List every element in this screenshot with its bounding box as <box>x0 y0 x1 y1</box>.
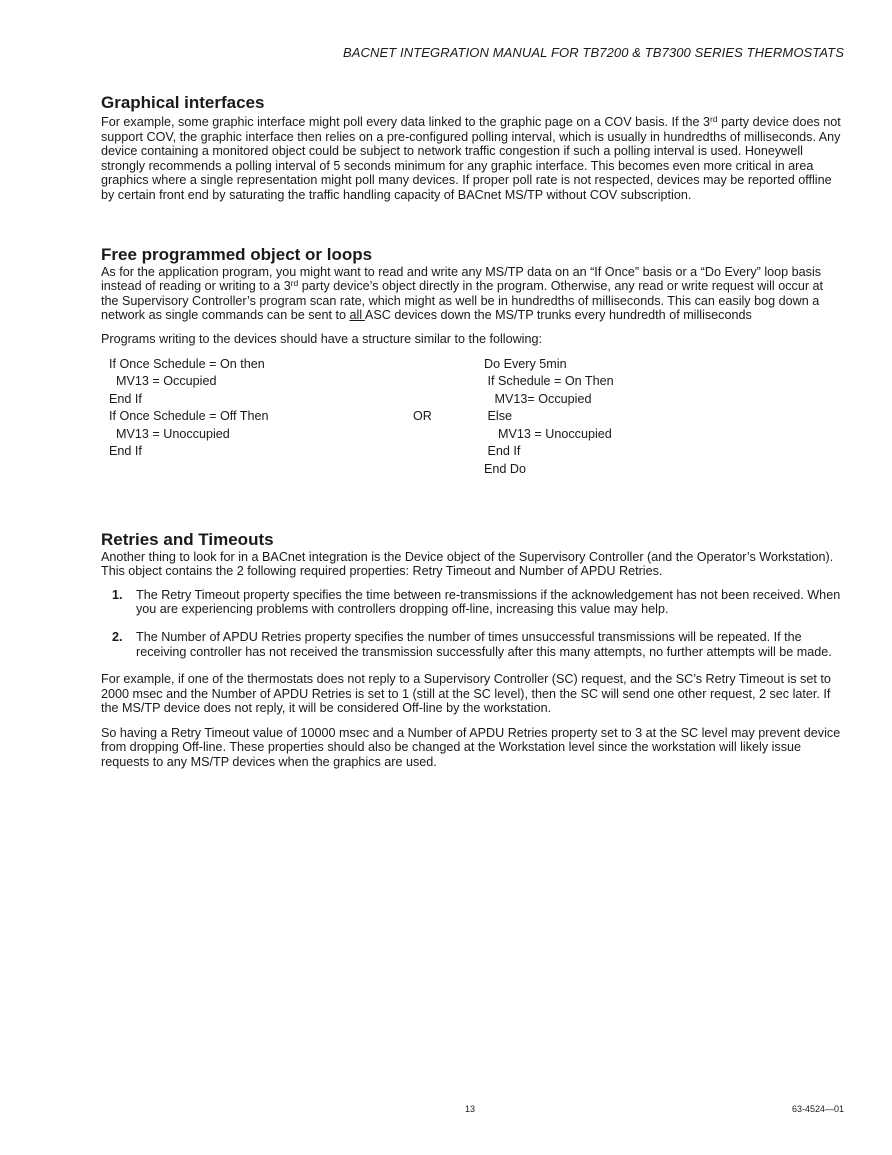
code-line: If Once Schedule = Off Then <box>109 409 269 424</box>
list-item <box>101 630 843 659</box>
underlined-text: all <box>349 308 365 323</box>
code-example <box>101 356 843 496</box>
list-text: The Retry Timeout property specifies the time between re-transmissions if the acknowledgement has not been received. When you are experiencing problems with controllers dropping off-line, increasing this value may help. <box>136 587 841 617</box>
code-left-column <box>109 356 269 461</box>
text-run: party device’s object directly in the program. Otherwise, any read or write request will occur at the Supervisory Controller’s program scan rate, which might as well be in hundredths of milliseconds. This can easily bog down a network as single commands can be sent to <box>101 279 824 323</box>
code-line: End If <box>109 391 142 406</box>
code-right-column <box>484 356 614 479</box>
section-free-programmed <box>101 245 843 496</box>
paragraph <box>101 265 843 323</box>
code-line: End If <box>484 444 521 459</box>
running-header: BACNET INTEGRATION MANUAL FOR TB7200 & TB7300 SERIES THERMOSTATS <box>343 45 844 60</box>
paragraph: Programs writing to the devices should have a structure similar to the following: <box>101 331 542 346</box>
list-number: 2. <box>112 629 123 644</box>
code-line: Else <box>484 409 512 424</box>
code-line: MV13 = Unoccupied <box>109 426 230 441</box>
code-line: OR <box>413 408 432 423</box>
numbered-list <box>101 588 843 659</box>
or-label <box>413 408 432 426</box>
section-heading: Free programmed object or loops <box>101 244 373 264</box>
text-run: ASC devices down the MS/TP trunks every hundredth of milliseconds <box>364 308 752 323</box>
paragraph <box>101 115 843 203</box>
page-number: 13 <box>465 1104 476 1114</box>
superscript: rd <box>290 278 299 289</box>
list-item <box>101 588 843 617</box>
paragraph: So having a Retry Timeout value of 10000 msec and a Number of APDU Retries property set to 3 at the SC level may prevent device from dropping Off-line. These properties should also be changed at the Workstation level since the workstation will likely issue requests to any MS/TP devices when the graphics are used. <box>101 725 841 770</box>
page-content <box>101 93 843 770</box>
text-run: For example, some graphic interface might poll every data linked to the graphic page on a COV basis. If the 3 <box>101 115 711 129</box>
list-number: 1. <box>112 587 123 602</box>
section-heading: Graphical interfaces <box>101 93 265 112</box>
code-line: MV13= Occupied <box>484 391 592 406</box>
code-line: MV13 = Unoccupied <box>484 426 612 441</box>
section-graphical-interfaces <box>101 93 843 203</box>
code-line: If Schedule = On Then <box>484 374 614 389</box>
section-retries-timeouts <box>101 530 843 770</box>
section-heading: Retries and Timeouts <box>101 529 274 549</box>
document-number: 63-4524—01 <box>791 1104 844 1114</box>
code-line: End Do <box>484 461 527 476</box>
code-line: If Once Schedule = On then <box>109 356 265 371</box>
superscript: rd <box>710 114 718 124</box>
code-line: MV13 = Occupied <box>109 374 217 389</box>
paragraph: Another thing to look for in a BACnet integration is the Device object of the Supervisory Controller (and the Operator’s Workstation). This object contains the 2 following required properties: Retry Timeout and Number of APDU Retries. <box>101 549 834 579</box>
text-run: As for the application program, you might want to read and write any MS/TP data on an “If Once” basis or a “Do Every” loop basis instead of reading or writing to a 3 <box>101 264 822 294</box>
list-text: The Number of APDU Retries property specifies the number of times unsuccessful transmissions will be repeated. If the receiving controller has not received the transmission successfully after this many attempts, no further attempts will be made. <box>136 629 832 659</box>
code-line: Do Every 5min <box>484 356 567 371</box>
code-line: End If <box>109 444 142 459</box>
paragraph: For example, if one of the thermostats does not reply to a Supervisory Controller (SC) request, and the SC’s Retry Timeout is set to 2000 msec and the Number of APDU Retries is set to 1 (still at the SC level), then the SC will send one other request, 2 sec later. If the MS/TP device does not reply, it will be considered Off-line by the workstation. <box>101 672 831 716</box>
text-run: party device does not support COV, the graphic interface then relies on a pre-configured polling interval, which is usually in hundredths of milliseconds. Any device containing a monitored object could be subject to network traffic congestion if such a polling interval is used. Honeywell strongly recommends a polling interval of 5 seconds minimum for any graphic interface. This becomes even more critical in area graphics where a single representation might poll many devices. If proper poll rate is not respected, devices may be reported offline by certain front end by saturating the traffic handling capacity of BACnet MS/TP without COV subscription. <box>101 115 841 202</box>
